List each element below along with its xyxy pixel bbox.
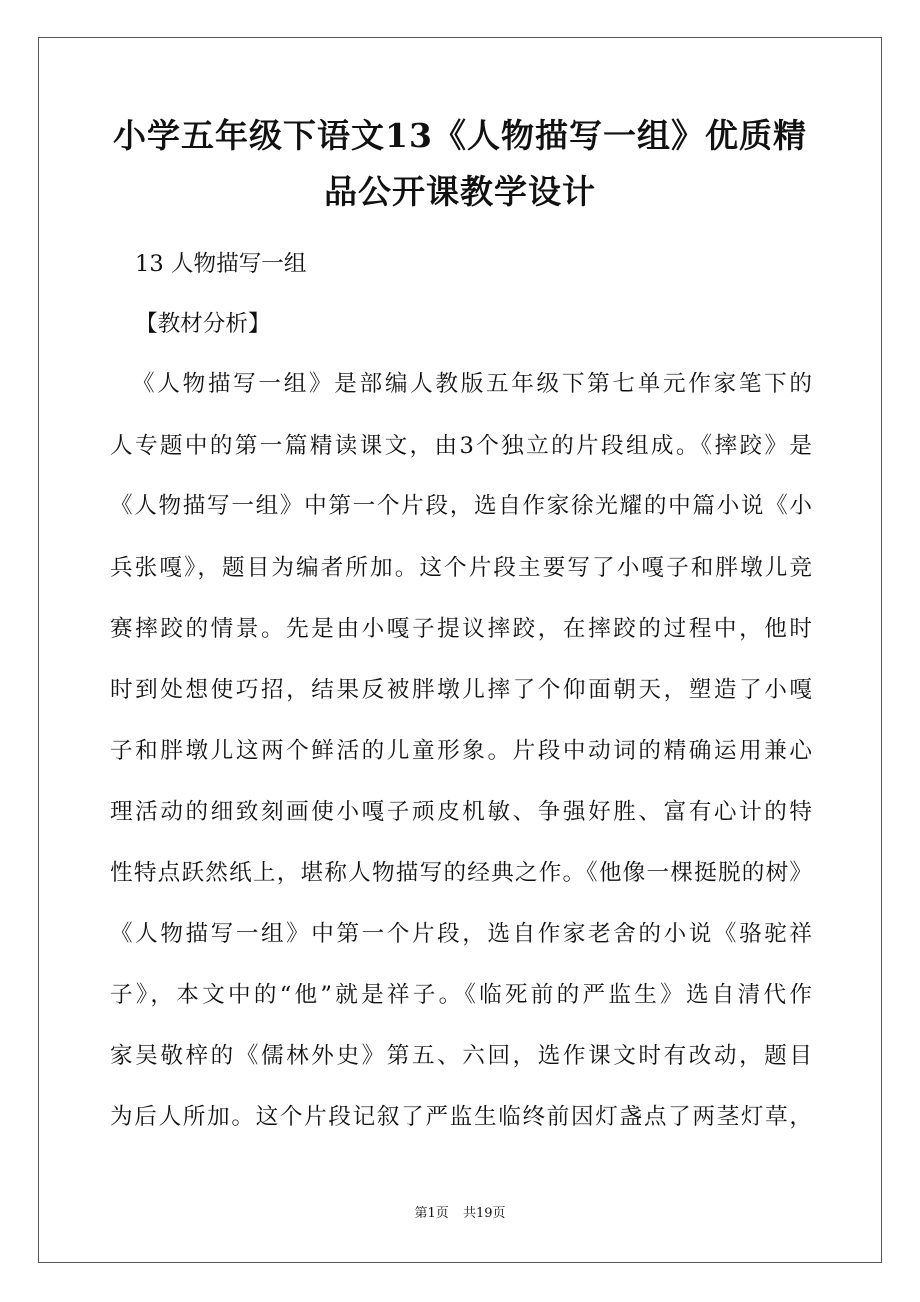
body-line: 为后人所加。这个片段记叙了严监生临终前因灯盏点了两茎灯草，: [110, 1104, 812, 1130]
page-total: 共19页: [462, 1206, 506, 1221]
body-line: 赛摔跤的情景。先是由小嘎子提议摔跤，在摔跤的过程中，他时: [110, 616, 812, 642]
page-number: 第1页: [414, 1206, 449, 1221]
body-line: 《人物描写一组》中第一个片段，选自作家徐光耀的中篇小说《小: [110, 493, 812, 519]
title-line-2: 品公开课教学设计: [324, 172, 596, 211]
lesson-heading: 13 人物描写一组: [135, 251, 307, 277]
body-line: 性特点跃然纸上，堪称人物描写的经典之作。《他像一棵挺脱的树》: [110, 860, 812, 886]
body-line: 子》，本文中的“他”就是祥子。《临死前的严监生》选自清代作: [110, 982, 812, 1008]
body-line: 《人物描写一组》中第一个片段，选自作家老舍的小说《骆驼祥: [110, 921, 812, 947]
document-title: [60, 108, 860, 220]
section-heading: 【教材分析】: [135, 311, 271, 337]
body-line: 理活动的细致刻画使小嘎子顽皮机敏、争强好胜、富有心计的特: [110, 799, 812, 825]
body-line: 时到处想使巧招，结果反被胖墩儿摔了个仰面朝天，塑造了小嘎: [110, 677, 812, 703]
page-border: [38, 37, 882, 1263]
body-line: 家吴敬梓的《儒林外史》第五、六回，选作课文时有改动，题目: [110, 1043, 812, 1069]
title-line-1: 小学五年级下语文13《人物描写一组》优质精: [113, 116, 807, 155]
body-line: 兵张嘎》，题目为编者所加。这个片段主要写了小嘎子和胖墩儿竞: [110, 555, 812, 581]
body-line: 《人物描写一组》是部编人教版五年级下第七单元作家笔下的: [132, 371, 812, 397]
body-line: 人专题中的第一篇精读课文，由3个独立的片段组成。《摔跤》是: [110, 433, 812, 459]
page-footer: [0, 1205, 920, 1223]
body-line: 子和胖墩儿这两个鲜活的儿童形象。片段中动词的精确运用兼心: [110, 738, 812, 764]
